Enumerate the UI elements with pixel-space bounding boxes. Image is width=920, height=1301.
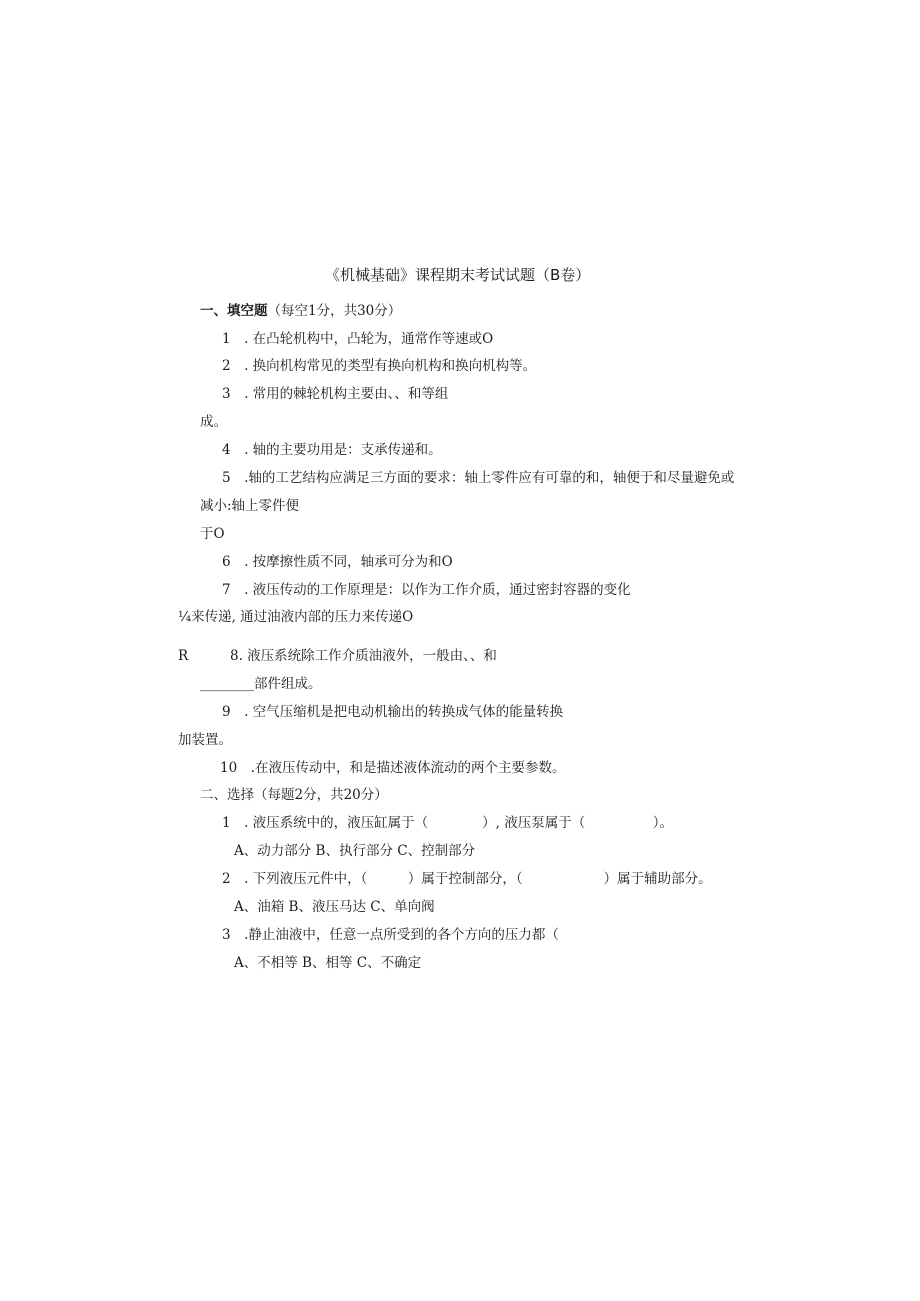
option-line: A、动力部分 B、执行部分 C、控制部分: [234, 843, 476, 859]
question-line: 减小:轴上零件便: [200, 498, 300, 514]
section1-score-note: （每空1分，共30分）: [267, 303, 402, 319]
question-line: 4 . 轴的主要功用是：支承传递和。: [222, 442, 442, 458]
question-line: 3 . 常用的棘轮机构主要由、、和等组: [222, 386, 449, 402]
section1-heading-text: 一、填空题: [200, 303, 268, 319]
margin-mark: R: [178, 648, 189, 664]
question-line: 5 .轴的工艺结构应满足三方面的要求：轴上零件应有可靠的和，轴便于和尽量避免或: [222, 470, 735, 486]
option-line: A、油箱 B、液压马达 C、单向阀: [234, 899, 435, 915]
question-line: 7 . 液压传动的工作原理是：以作为工作介质，通过密封容器的变化: [222, 582, 631, 598]
exam-title: 《机械基础》课程期末考试试题（B卷）: [325, 266, 591, 284]
question-line: 2 . 下列液压元件中，（ ）属于控制部分，（ ）属于辅助部分。: [222, 871, 712, 887]
question-line: 8. 液压系统除工作介质油液外，一般由、、和: [230, 648, 497, 664]
question-line: 成。: [200, 414, 227, 430]
question-line: 2 . 换向机构常见的类型有换向机构和换向机构等。: [222, 358, 537, 374]
question-line: 于O: [200, 526, 225, 542]
question-line: 6 . 按摩擦性质不同，轴承可分为和O: [222, 554, 453, 570]
section2-heading: 二、选择（每题2分，共20分）: [200, 787, 388, 803]
question-line: 3 .静止油液中，任意一点所受到的各个方向的压力都（: [222, 927, 559, 943]
option-line: A、不相等 B、相等 C、不确定: [234, 955, 422, 971]
question-line: 9 . 空气压缩机是把电动机输出的转换成气体的能量转换: [222, 704, 564, 720]
question-line: 1 . 在凸轮机构中，凸轮为，通常作等速或O: [222, 331, 494, 347]
question-line: ________部件组成。: [200, 676, 322, 692]
question-line: 10 .在液压传动中，和是描述液体流动的两个主要参数。: [220, 760, 566, 776]
question-line: ¼来传递, 通过油液内部的压力来传递O: [178, 609, 414, 625]
section1-heading: [200, 302, 401, 320]
question-line: 加装置。: [178, 732, 232, 748]
question-line: 1 . 液压系统中的，液压缸属于（ ）, 液压泵属于（ ）。: [222, 815, 674, 831]
